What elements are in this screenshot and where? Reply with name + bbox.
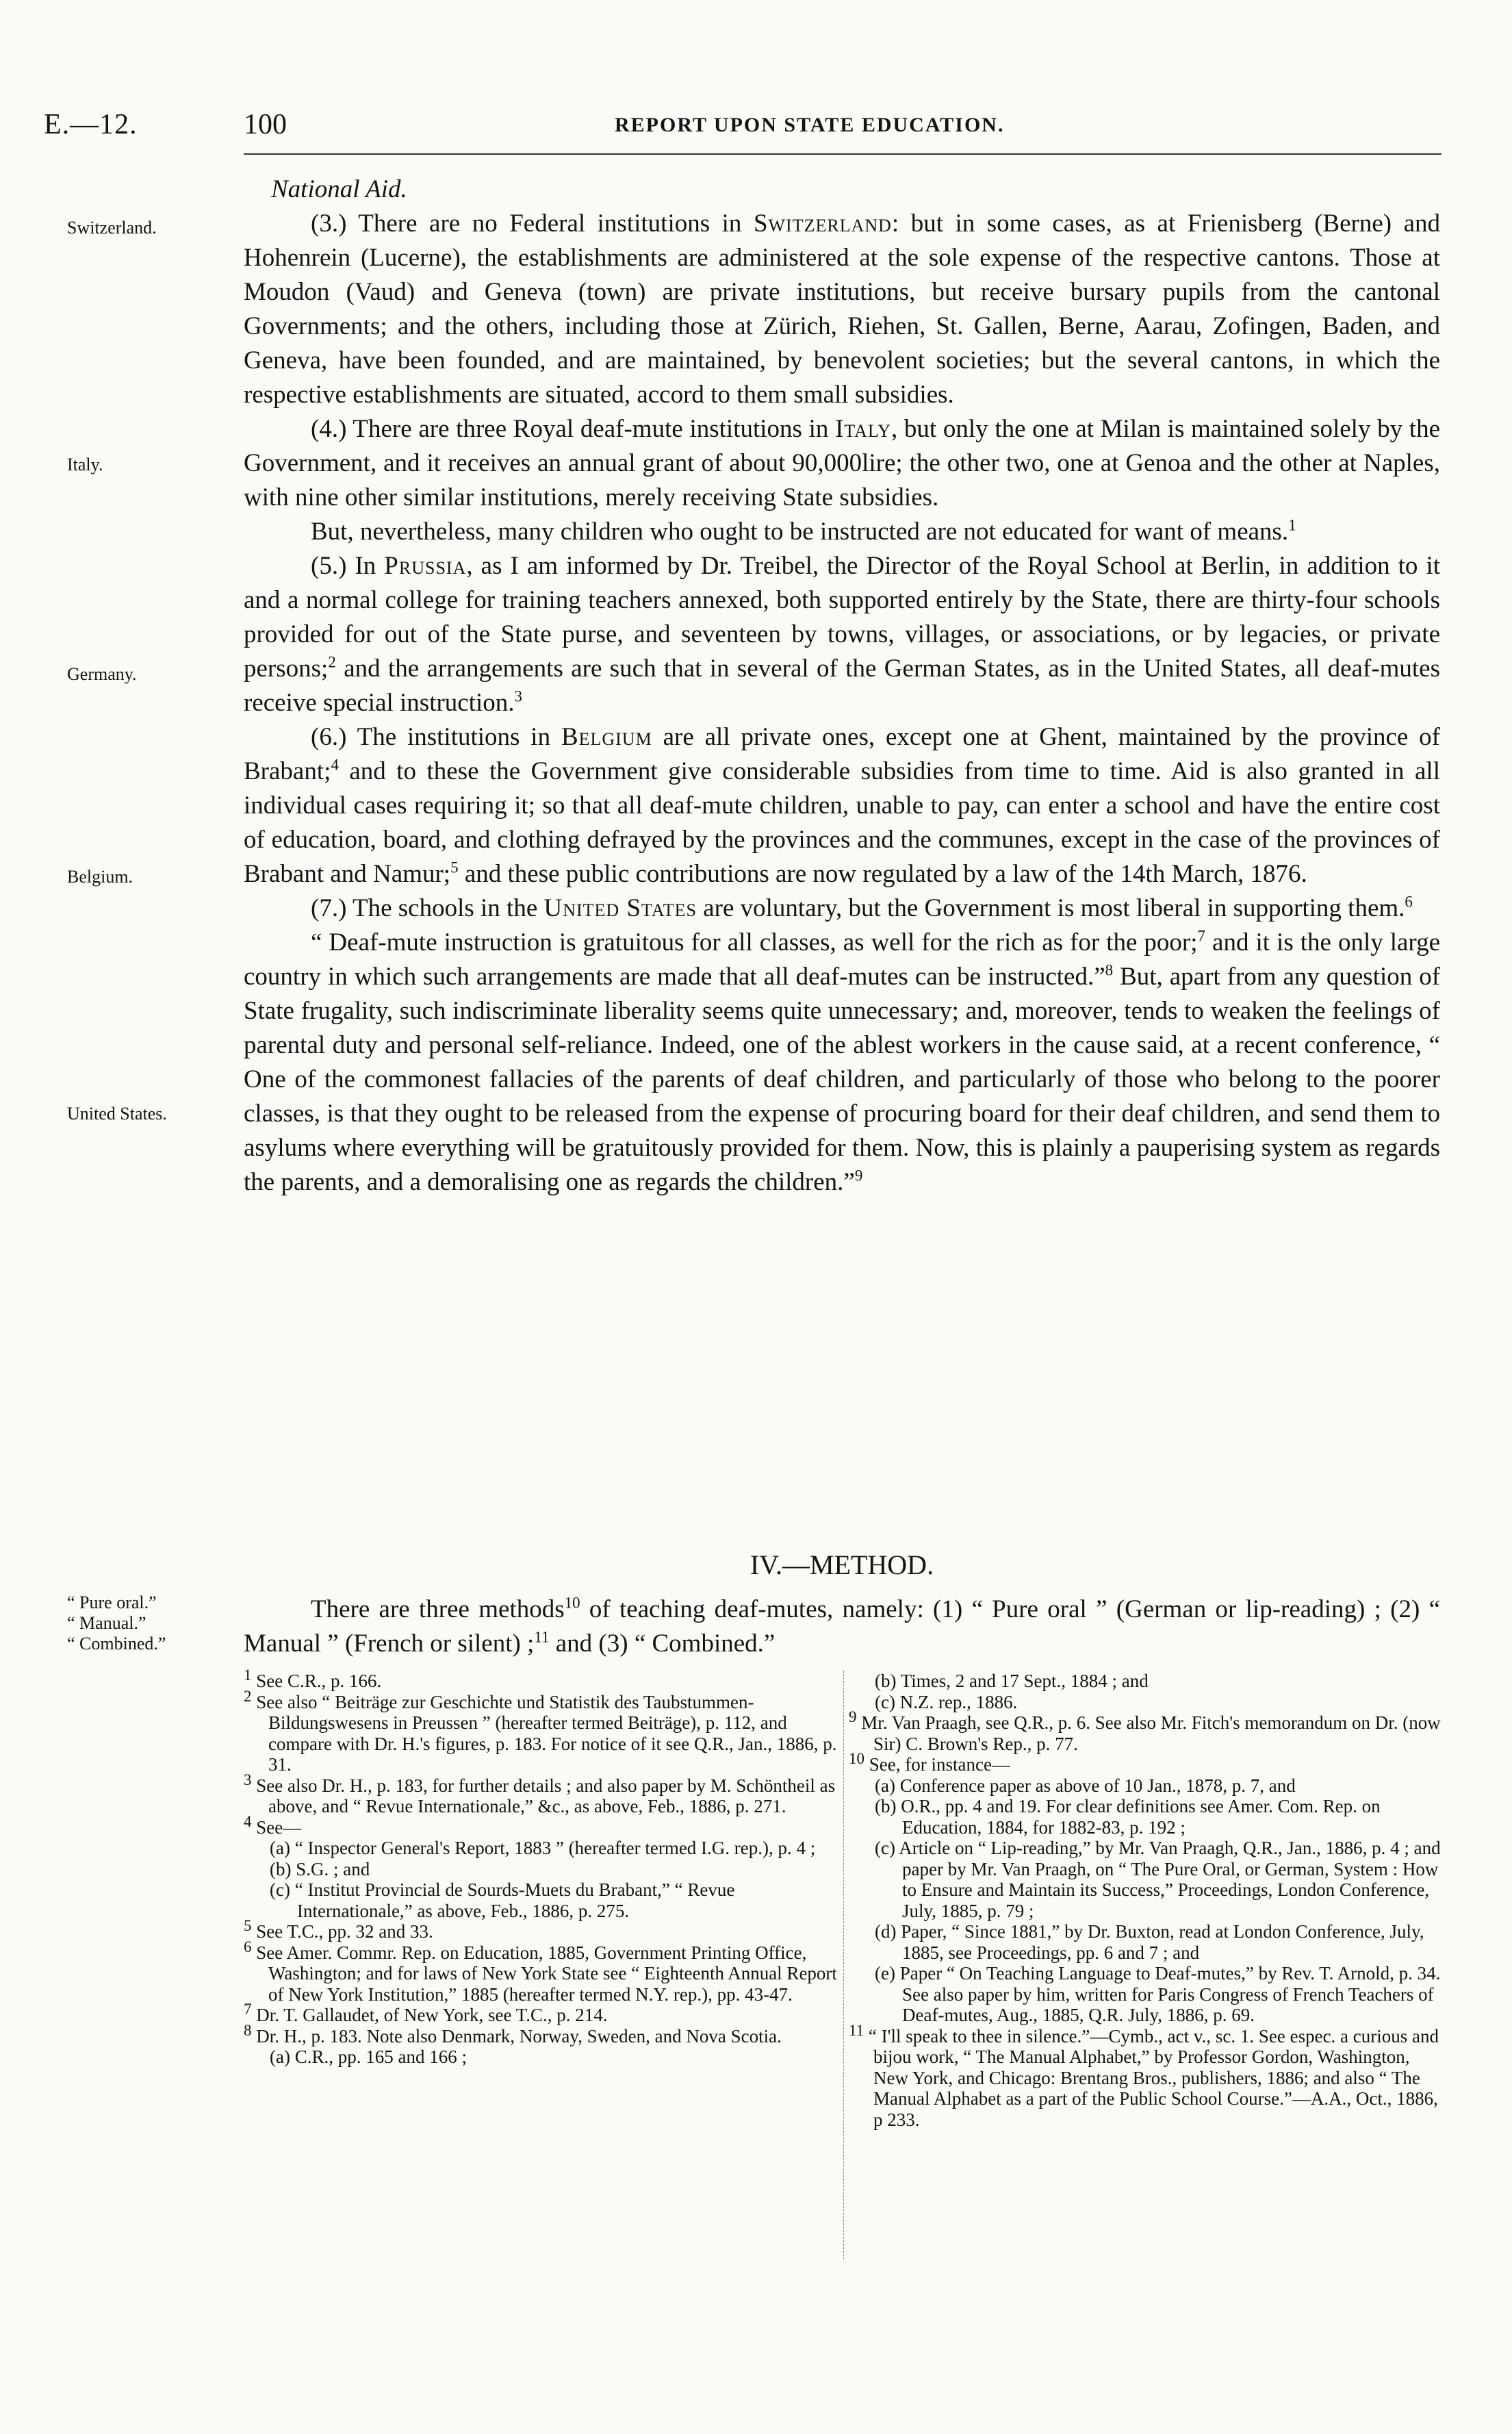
footnote-sub: (a) “ Inspector General's Report, 1883 ” (hereafter termed I.G. rep.), p. 4 ; xyxy=(270,1838,816,1858)
footnote-sub: (c) “ Institut Provincial de Sourds-Muets du Brabant,” “ Revue Internationale,” as above, Feb., 1886, p. 275. xyxy=(270,1879,735,1921)
footnote-sub: (c) N.Z. rep., 1886. xyxy=(875,1691,1018,1712)
footnote-sub: (a) Conference paper as above of 10 Jan., 1878, p. 7, and xyxy=(875,1775,1296,1796)
paragraph-germany: (5.) In Prussia, as I am informed by Dr. Treibel, the Director of the Royal School at Berlin, in addition to it and a normal college for training teachers annexed, both supported entirely by the State, there are thirty-four schools provided for out of the State purse, and seventeen by towns, villages, or associations, or by legacies, or private persons;$^2$ and the arrangements are such that in several of the German States, as in the United States, all deaf-mutes receive special instruction.$^3$ xyxy=(244,552,1440,717)
margin-note-belgium: Belgium. xyxy=(67,867,133,887)
footnote: $^5$ See T.C., pp. 32 and 33. xyxy=(244,1917,433,1942)
footnote: $^{10}$ See, for instance— xyxy=(849,1750,1010,1775)
footnote-sub: (a) C.R., pp. 165 and 166 ; xyxy=(270,2046,467,2067)
method-text xyxy=(244,1593,1440,1661)
margin-note-germany: Germany. xyxy=(67,664,137,684)
paragraph-belgium: (6.) The institutions in Belgium are all private ones, except one at Ghent, maintained by the province of Brabant;$^4$ and to these the Government give considerable subsidies from time to time. Aid is also granted in all individual cases requiring it; so that all deaf-mute children, unable to pay, can enter a school and have the entire cost of education, board, and clothing defrayed by the provinces and the communes, except in the case of the provinces of Brabant and Namur;$^5$ and these public contributions are now regulated by a law of the 14th March, 1876. xyxy=(244,723,1440,888)
footnote-sub: (c) Article on “ Lip-reading,” by Mr. Van Praagh, Q.R., Jan., 1886, p. 4 ; and paper by Mr. Van Praagh, on “ The Pure Oral, or German, System : How to Ensure and Maintain its Success,” Proceedings, London Conference, July, 1885, p. 79 ; xyxy=(875,1838,1441,1921)
report-code: E.—12. xyxy=(44,109,138,140)
footnote-sub: (e) Paper “ On Teaching Language to Deaf-mutes,” by Rev. T. Arnold, p. 34. See also paper by him, written for Paris Congress of French Teachers of Deaf-mutes, Aug., 1885, Q.R. July, 1886, p. 69. xyxy=(875,1963,1441,2025)
footnote-column-divider xyxy=(843,1671,844,2259)
paragraph-italy-cont: But, nevertheless, many children who ought to be instructed are not educated for want of means.$^1$ xyxy=(311,516,1296,546)
margin-note-manual: “ Manual.” xyxy=(67,1613,146,1633)
footnote: $^9$ Mr. Van Praagh, see Q.R., p. 6. See also Mr. Fitch's memorandum on Dr. (now Sir) C. Brown's Rep., p. 77. xyxy=(849,1708,1441,1754)
footnotes-left-column xyxy=(244,1666,839,2068)
footnote: $^7$ Dr. T. Gallaudet, of New York, see T.C., p. 214. xyxy=(244,2001,608,2025)
margin-note-italy: Italy. xyxy=(67,455,103,474)
footnote: $^4$ See— xyxy=(244,1812,302,1838)
footnotes-right-column xyxy=(849,1671,1444,2130)
footnote: $^8$ Dr. H., p. 183. Note also Denmark, Norway, Sweden, and Nova Scotia. xyxy=(244,2021,782,2046)
footnote-sub: (b) Times, 2 and 17 Sept., 1884 ; and xyxy=(875,1671,1149,1691)
footnote: $^2$ See also “ Beiträge zur Geschichte und Statistik des Taubstummen-Bildungswesens in Preussen ” (hereafter termed Beiträge), p. 112, and compare with Dr. H.'s figures, p. 183. For notice of it see Q.R., Jan., 1886, p. 31. xyxy=(244,1687,837,1775)
paragraph-italy: (4.) There are three Royal deaf-mute institutions in Italy, but only the one at Milan is maintained solely by the Government, and it receives an annual grant of about 90,000lire; the other two, one at Genoa and the other at Naples, with nine other similar institutions, merely receiving State subsidies. xyxy=(244,415,1440,511)
footnote: $^3$ See also Dr. H., p. 183, for further details ; and also paper by M. Schöntheil as above, and “ Revue Internationale,” &c., as above, Feb., 1886, p. 271. xyxy=(244,1771,836,1816)
paragraph-united-states: (7.) The schools in the United States are voluntary, but the Government is most liberal in supporting them.$^6$ xyxy=(311,893,1413,922)
margin-note-switzerland: Switzerland. xyxy=(67,218,157,238)
footnote: $^{11}$ “ I'll speak to thee in silence.”—Cymb., act v., sc. 1. See espec. a curious and bijou work, “ The Manual Alphabet,” by Professor Gordon, Washington, New York, and Chicago: Brentang Bros., publishers, 1886; and also “ The Manual Alphabet as a part of the Public School Course.”—A.A., Oct., 1886, p 233. xyxy=(849,2021,1439,2130)
paragraph-methods: There are three methods$^{10}$ of teaching deaf-mutes, namely: (1) “ Pure oral ” (German or lip-reading) ; (2) “ Manual ” (French or silent) ;$^{11}$ and (3) “ Combined.” xyxy=(244,1594,1441,1658)
margin-note-methods xyxy=(67,1593,166,1654)
running-title: REPORT UPON STATE EDUCATION. xyxy=(615,114,1005,136)
section-title-method: IV.—METHOD. xyxy=(749,1549,934,1580)
page-number: 100 xyxy=(244,109,287,140)
footnote: $^1$ See C.R., p. 166. xyxy=(244,1666,382,1691)
margin-note-combined: “ Combined.” xyxy=(67,1634,166,1653)
footnote-sub: (d) Paper, “ Since 1881,” by Dr. Buxton, read at London Conference, July, 1885, see Proceedings, pp. 6 and 7 ; and xyxy=(875,1921,1424,1963)
paragraph-united-states-cont: “ Deaf-mute instruction is gratuitous for all classes, as well for the rich as for the poor;$^7$ and it is the only large country in which such arrangements are made that all deaf-mutes can be instructed.”$^8$ But, apart from any question of State frugality, such indiscriminate liberality seems quite unnecessary; and, moreover, tends to weaken the feelings of parental duty and personal self-reliance. Indeed, one of the ablest workers in the cause said, at a recent conference, “ One of the commonest fallacies of the parents of deaf children, and particularly of those who belong to the poorer classes, is that they ought to be released from the expense of procuring board for their deaf children, and send them to asylums where everything will be gratuitously provided for them. Now, this is plainly a pauperising system as regards the parents, and a demoralising one as regards the children.”$^9$ xyxy=(244,927,1441,1196)
footnote: $^6$ See Amer. Commr. Rep. on Education, 1885, Government Printing Office, Washington; and for laws of New York State see “ Eighteenth Annual Report of New York Institution,” 1885 (hereafter termed N.Y. rep.), pp. 43-47. xyxy=(244,1938,837,2005)
margin-note-united-states: United States. xyxy=(67,1104,167,1124)
header-rule xyxy=(244,153,1441,155)
section-heading-national-aid: National Aid. xyxy=(271,175,407,203)
footnote-sub: (b) O.R., pp. 4 and 19. For clear definitions see Amer. Com. Rep. on Education, 1884, for 1882-83, p. 192 ; xyxy=(875,1796,1381,1838)
body-text xyxy=(244,173,1440,1200)
footnote-sub: (b) S.G. ; and xyxy=(270,1858,370,1879)
paragraph-switzerland: (3.) There are no Federal institutions in Switzerland: but in some cases, as at Frienisberg (Berne) and Hohenrein (Lucerne), the establishments are administered at the sole expense of the respective cantons. Those at Moudon (Vaud) and Geneva (town) are private institutions, but receive bursary pupils from the cantonal Governments; and the others, including those at Zürich, Riehen, St. Gallen, Berne, Aarau, Zofingen, Baden, and Geneva, have been founded, and are maintained, by benevolent societies; but the several cantons, in which the respective establishments are situated, accord to them small subsidies. xyxy=(244,210,1441,409)
margin-note-pure-oral: “ Pure oral.” xyxy=(67,1593,157,1612)
